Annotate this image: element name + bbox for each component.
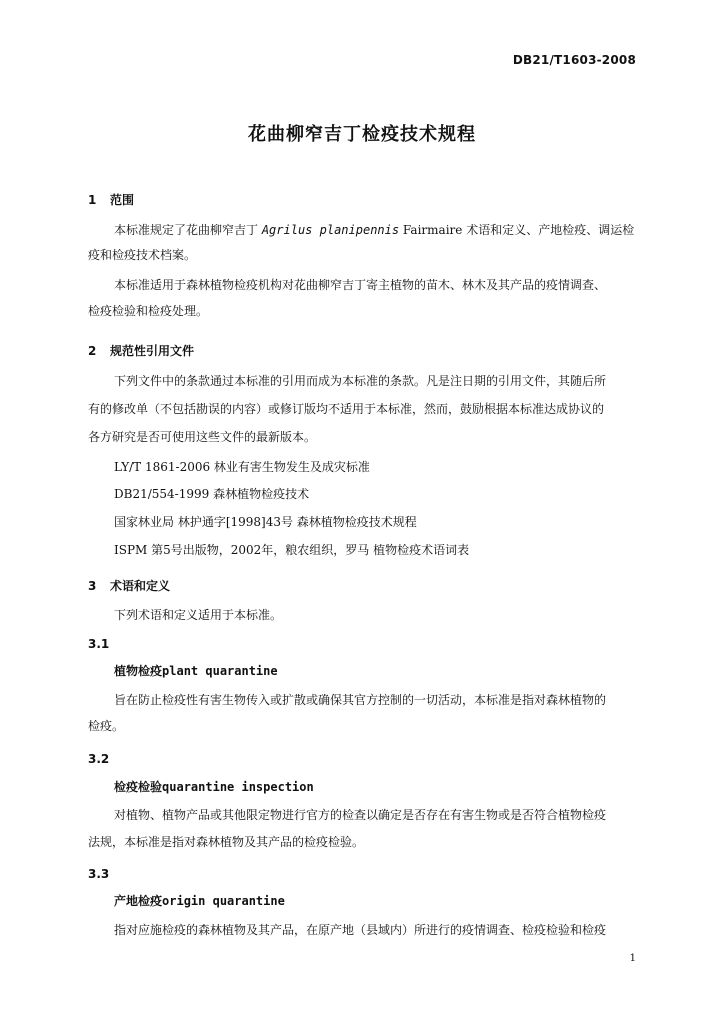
section-title: 规范性引用文件 [110,344,195,358]
section-3-intro: 下列术语和定义适用于本标准。 [114,608,283,622]
reference-item: 国家林业局 林护通字[1998]43号 森林植物检疫技术规程 [114,515,417,529]
section-1-para-2-line-2: 检疫检验和检疫处理。 [88,304,209,318]
section-number: 3 [88,579,97,593]
term-english: origin quarantine [162,894,285,908]
reference-item: ISPM 第5号出版物，2002年，粮农组织，罗马 植物检疫术语词表 [114,543,470,557]
section-number: 2 [88,344,97,358]
term-chinese: 检疫检验 [114,780,163,794]
term-english: plant quarantine [162,664,278,678]
section-1-para-1-line-2: 疫和检疫技术档案。 [88,248,197,262]
term-3-1-definition-line-2: 检疫。 [88,719,125,733]
subsection-3-1-number: 3.1 [88,637,110,651]
section-2-para-line-3: 各方研究是否可使用这些文件的最新版本。 [88,430,317,444]
term-3-2-definition-line-2: 法规，本标准是指对森林植物及其产品的检疫检验。 [88,835,365,849]
section-2-para-line-2: 有的修改单（不包括勘误的内容）或修订版均不适用于本标准，然而，鼓励根据本标准达成协议的 [88,402,605,416]
section-2-para-line-1: 下列文件中的条款通过本标准的引用而成为本标准的条款。凡是注日期的引用文件，其随后所 [114,374,607,388]
term-3-2 [114,779,314,795]
term-3-3-definition-line-1: 指对应施检疫的森林植物及其产品，在原产地（县域内）所进行的疫情调查、检疫检验和检疫 [114,923,607,937]
section-1-heading [88,192,134,208]
term-3-3 [114,893,285,909]
section-title: 术语和定义 [110,579,171,593]
section-3-heading [88,578,170,594]
term-3-1-definition-line-1: 旨在防止检疫性有害生物传入或扩散或确保其官方控制的一切活动，本标准是指对森林植物的 [114,693,607,707]
standard-code: DB21/T1603-2008 [512,53,636,67]
section-number: 1 [88,193,97,207]
reference-item: LY/T 1861-2006 林业有害生物发生及成灾标准 [114,460,370,474]
text-segment: Fairmaire 术语和定义、产地检疫、调运检 [399,223,635,237]
term-3-1 [114,663,278,679]
term-3-2-definition-line-1: 对植物、植物产品或其他限定物进行官方的检查以确定是否存在有害生物或是否符合植物检疫 [114,808,607,822]
reference-item: DB21/554-1999 森林植物检疫技术 [114,487,310,501]
term-chinese: 植物检疫 [114,664,163,678]
species-name: Agrilus planipennis [261,223,400,237]
section-title: 范围 [110,193,135,207]
page-number: 1 [629,953,636,964]
section-1-para-1-line-1 [114,222,634,238]
section-1-para-2-line-1: 本标准适用于森林植物检疫机构对花曲柳窄吉丁寄主植物的苗木、林木及其产品的疫情调查、 [114,278,607,292]
section-2-heading [88,343,194,359]
subsection-3-3-number: 3.3 [88,867,110,881]
term-english: quarantine inspection [162,780,314,794]
document-title: 花曲柳窄吉丁检疫技术规程 [248,124,476,145]
text-segment: 本标准规定了花曲柳窄吉丁 [114,223,262,237]
term-chinese: 产地检疫 [114,894,163,908]
subsection-3-2-number: 3.2 [88,752,110,766]
